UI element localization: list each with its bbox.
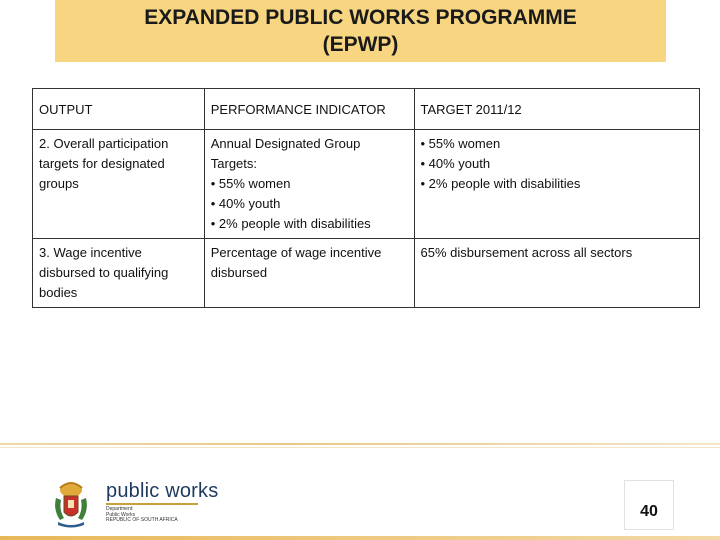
header-indicator: PERFORMANCE INDICATOR <box>204 89 414 130</box>
cell-line: groups <box>39 176 79 191</box>
cell-line: Annual Designated Group <box>210 136 361 151</box>
row2-target <box>414 239 700 308</box>
cell-line: • 40% youth <box>420 156 491 171</box>
cell-line: • 2% people with disabilities <box>420 176 581 191</box>
cell-line: disbursed <box>210 265 268 280</box>
cell-line: bodies <box>39 285 78 300</box>
row1-output <box>33 130 205 239</box>
logo-wordmark: public works <box>106 480 219 502</box>
logo-sub-line: Public Works <box>106 511 136 518</box>
slide-title: EXPANDED PUBLIC WORKS PROGRAMME <box>144 6 577 29</box>
cell-line: Percentage of wage incentive <box>210 245 382 260</box>
cell-line: 2. Overall participation <box>39 136 169 151</box>
row2-output <box>33 239 205 308</box>
page-number-box <box>624 480 674 530</box>
footer-divider <box>0 443 720 445</box>
table-row <box>33 130 700 239</box>
logo-sub-line: Department: <box>106 506 134 512</box>
cell-line: Targets: <box>210 156 258 171</box>
header-output: OUTPUT <box>33 89 205 130</box>
logo-department <box>106 507 178 524</box>
footer-divider-thin <box>0 447 720 448</box>
coat-of-arms-icon <box>50 480 92 528</box>
cell-line: 65% disbursement across all sectors <box>420 245 633 260</box>
row1-indicator <box>204 130 414 239</box>
slide-subtitle: (EPWP) <box>322 33 399 56</box>
table-header-row <box>33 89 700 130</box>
cell-line: • 40% youth <box>210 196 281 211</box>
cell-line: • 55% women <box>420 136 501 151</box>
header-target: TARGET 2011/12 <box>414 89 700 130</box>
cell-line: • 2% people with disabilities <box>210 216 371 231</box>
cell-line: 3. Wage incentive <box>39 245 142 260</box>
cell-line: targets for designated <box>39 156 165 171</box>
table-row <box>33 239 700 308</box>
logo-sub-line: REPUBLIC OF SOUTH AFRICA <box>106 517 178 523</box>
title-banner <box>55 0 666 62</box>
page-number: 40 <box>640 503 658 520</box>
row2-indicator <box>204 239 414 308</box>
logo-underline <box>106 503 198 505</box>
targets-table <box>32 88 700 308</box>
bottom-accent-bar <box>0 536 720 540</box>
row1-target <box>414 130 700 239</box>
cell-line: disbursed to qualifying <box>39 265 169 280</box>
cell-line: • 55% women <box>210 176 291 191</box>
